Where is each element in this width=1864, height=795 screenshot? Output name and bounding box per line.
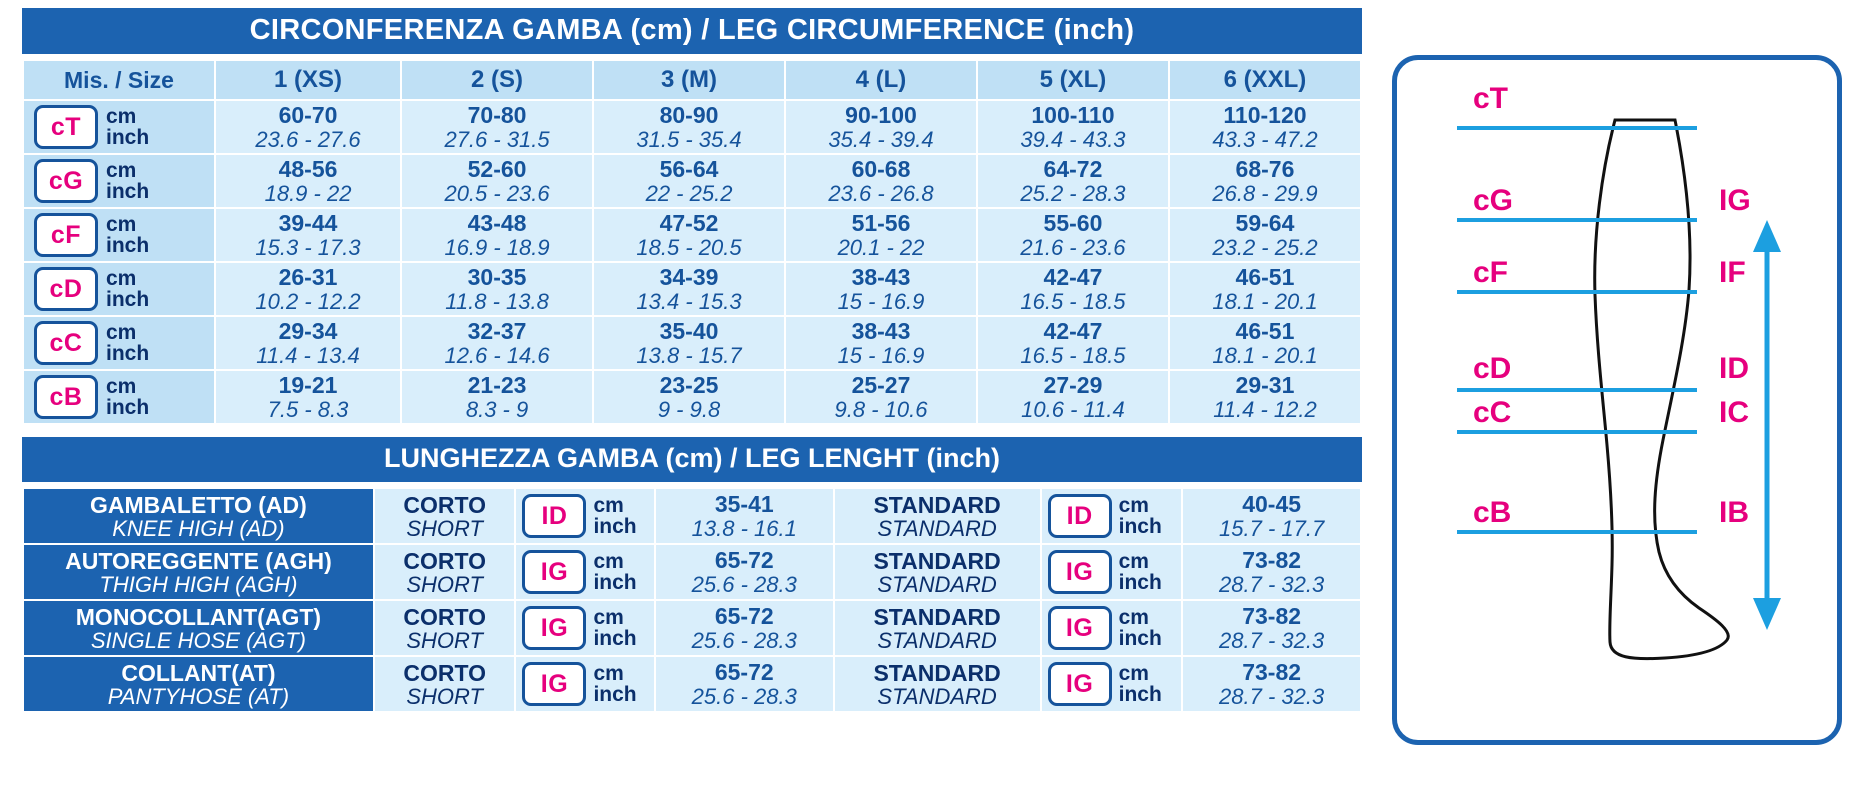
value-inch: 25.2 - 28.3 <box>1020 180 1126 206</box>
value-inch: 16.5 - 18.5 <box>1020 288 1126 314</box>
short-values-ad <box>655 488 834 544</box>
value-inch: 15 - 16.9 <box>837 342 925 368</box>
value-inch: 26.8 - 29.9 <box>1212 180 1318 206</box>
product-name-at <box>23 656 374 712</box>
standard-it: STANDARD <box>873 547 1001 574</box>
unit-cm: cm <box>593 494 624 518</box>
cell-cb-xl <box>977 370 1169 424</box>
table-row <box>23 488 1361 544</box>
code-badge-cb: cB <box>34 375 98 419</box>
diagram-label-cb: cB <box>1473 496 1512 529</box>
value-cm: 73-82 <box>1242 603 1302 630</box>
value-inch: 9.8 - 10.6 <box>834 396 928 422</box>
value-inch: 11.4 - 13.4 <box>256 342 360 368</box>
units-label <box>1119 551 1162 593</box>
unit-cm: cm <box>593 550 624 574</box>
value-inch: 13.8 - 16.1 <box>691 515 797 541</box>
circumference-banner-en: LEG CIRCUMFERENCE (inch) <box>717 14 1135 46</box>
value-cm: 56-64 <box>659 156 719 183</box>
units-label <box>593 551 636 593</box>
short-label-agh <box>374 544 516 600</box>
value-inch: 8.3 - 9 <box>465 396 529 422</box>
value-inch: 28.7 - 32.3 <box>1219 571 1325 597</box>
unit-cm: cm <box>106 105 137 129</box>
arrow-head-down-icon <box>1753 598 1781 630</box>
cell-ct-xxl <box>1169 100 1361 154</box>
product-name-ad <box>23 488 374 544</box>
product-name-en: THIGH HIGH (AGH) <box>99 571 298 597</box>
length-banner-en: LEG LENGHT (inch) <box>745 443 1000 474</box>
product-name-it: GAMBALETTO (AD) <box>90 491 307 518</box>
standard-values-ad <box>1182 488 1361 544</box>
value-cm: 51-56 <box>851 210 911 237</box>
code-badge-ig: IG <box>522 606 586 650</box>
table-row <box>23 100 1361 154</box>
code-badge-ig: IG <box>1048 606 1112 650</box>
product-name-agh <box>23 544 374 600</box>
value-cm: 35-41 <box>714 491 774 518</box>
unit-cm: cm <box>106 159 137 183</box>
units-label <box>106 106 149 148</box>
column-header-s: 2 (S) <box>401 60 593 100</box>
diagram-label-if: IF <box>1719 256 1746 289</box>
value-inch: 31.5 - 35.4 <box>636 126 742 152</box>
standard-label-agh <box>834 544 1041 600</box>
units-label <box>1119 495 1162 537</box>
value-inch: 11.4 - 12.2 <box>1213 396 1317 422</box>
cell-cf-m <box>593 208 785 262</box>
diagram-label-ic: IC <box>1719 396 1749 429</box>
units-label <box>106 160 149 202</box>
cell-cd-xl <box>977 262 1169 316</box>
value-cm: 46-51 <box>1235 264 1295 291</box>
column-header-xs: 1 (XS) <box>215 60 401 100</box>
standard-code-agt <box>1041 600 1183 656</box>
product-name-it: COLLANT(AT) <box>121 659 276 686</box>
value-inch: 15 - 16.9 <box>837 288 925 314</box>
value-inch: 11.8 - 13.8 <box>445 288 549 314</box>
value-inch: 25.6 - 28.3 <box>691 571 797 597</box>
table-row <box>23 370 1361 424</box>
cell-cf-xl <box>977 208 1169 262</box>
circumference-banner <box>22 8 1362 54</box>
value-cm: 42-47 <box>1043 264 1103 291</box>
short-label-ad <box>374 488 516 544</box>
unit-inch: inch <box>106 288 150 312</box>
table-row <box>23 208 1361 262</box>
product-name-en: SINGLE HOSE (AGT) <box>90 627 306 653</box>
row-label-cf <box>23 208 215 262</box>
value-cm: 60-68 <box>851 156 911 183</box>
value-inch: 23.6 - 27.6 <box>255 126 361 152</box>
cell-cc-s <box>401 316 593 370</box>
units-label <box>593 663 636 705</box>
unit-cm: cm <box>106 213 137 237</box>
cell-cc-l <box>785 316 977 370</box>
code-badge-ig: IG <box>1048 550 1112 594</box>
value-cm: 55-60 <box>1043 210 1103 237</box>
cell-cf-xxl <box>1169 208 1361 262</box>
value-cm: 26-31 <box>278 264 338 291</box>
cell-cg-m <box>593 154 785 208</box>
circumference-banner-sep: / <box>692 14 718 46</box>
code-badge-cd: cD <box>34 267 98 311</box>
units-label <box>593 607 636 649</box>
value-cm: 65-72 <box>714 603 774 630</box>
standard-en: STANDARD <box>877 627 997 653</box>
cell-cc-xl <box>977 316 1169 370</box>
row-label-cc <box>23 316 215 370</box>
short-code-agt <box>515 600 654 656</box>
short-it: CORTO <box>403 659 486 686</box>
cell-cc-m <box>593 316 785 370</box>
unit-inch: inch <box>593 571 637 595</box>
circumference-table <box>22 59 1362 425</box>
table-row <box>23 316 1361 370</box>
value-cm: 65-72 <box>714 659 774 686</box>
cell-cd-m <box>593 262 785 316</box>
short-values-at <box>655 656 834 712</box>
value-cm: 59-64 <box>1235 210 1295 237</box>
value-inch: 20.5 - 23.6 <box>444 180 550 206</box>
value-inch: 9 - 9.8 <box>657 396 721 422</box>
value-inch: 35.4 - 39.4 <box>828 126 934 152</box>
value-cm: 43-48 <box>467 210 527 237</box>
units-label <box>1119 663 1162 705</box>
unit-inch: inch <box>106 342 150 366</box>
diagram-label-id: ID <box>1719 352 1749 385</box>
cell-cd-xs <box>215 262 401 316</box>
leg-diagram-panel <box>1392 55 1842 745</box>
length-banner-it: LUNGHEZZA GAMBA (cm) <box>384 443 723 474</box>
unit-cm: cm <box>106 375 137 399</box>
standard-label-ad <box>834 488 1041 544</box>
value-inch: 18.1 - 20.1 <box>1212 342 1318 368</box>
value-inch: 25.6 - 28.3 <box>691 627 797 653</box>
cell-cf-s <box>401 208 593 262</box>
row-label-ct <box>23 100 215 154</box>
value-inch: 18.9 - 22 <box>264 180 352 206</box>
standard-label-at <box>834 656 1041 712</box>
value-inch: 13.4 - 15.3 <box>636 288 742 314</box>
unit-inch: inch <box>106 126 150 150</box>
unit-inch: inch <box>106 180 150 204</box>
value-cm: 48-56 <box>278 156 338 183</box>
tables-column <box>22 8 1362 713</box>
table-header-row <box>23 60 1361 100</box>
product-name-agt <box>23 600 374 656</box>
code-badge-cc: cC <box>34 321 98 365</box>
cell-cc-xxl <box>1169 316 1361 370</box>
code-badge-cf: cF <box>34 213 98 257</box>
code-badge-id: ID <box>522 494 586 538</box>
code-badge-ig: IG <box>1048 662 1112 706</box>
units-label <box>106 268 149 310</box>
value-inch: 13.8 - 15.7 <box>636 342 742 368</box>
unit-inch: inch <box>593 683 637 707</box>
cell-cg-l <box>785 154 977 208</box>
short-it: CORTO <box>403 547 486 574</box>
product-name-en: KNEE HIGH (AD) <box>112 515 285 541</box>
cell-ct-m <box>593 100 785 154</box>
table-row <box>23 262 1361 316</box>
cell-cb-s <box>401 370 593 424</box>
cell-ct-l <box>785 100 977 154</box>
unit-inch: inch <box>106 234 150 258</box>
short-en: SHORT <box>406 627 483 653</box>
value-cm: 39-44 <box>278 210 338 237</box>
value-inch: 12.6 - 14.6 <box>444 342 550 368</box>
table-row <box>23 154 1361 208</box>
standard-code-agh <box>1041 544 1183 600</box>
units-label <box>1119 607 1162 649</box>
short-values-agh <box>655 544 834 600</box>
cell-cd-xxl <box>1169 262 1361 316</box>
value-inch: 25.6 - 28.3 <box>691 683 797 709</box>
arrow-head-up-icon <box>1753 220 1781 252</box>
product-name-it: MONOCOLLANT(AGT) <box>75 603 322 630</box>
standard-values-agh <box>1182 544 1361 600</box>
row-label-cb <box>23 370 215 424</box>
unit-inch: inch <box>1118 515 1162 539</box>
code-badge-ig: IG <box>522 550 586 594</box>
cell-cg-xs <box>215 154 401 208</box>
length-banner <box>22 437 1362 482</box>
product-name-it: AUTOREGGENTE (AGH) <box>65 547 332 574</box>
value-inch: 18.1 - 20.1 <box>1212 288 1318 314</box>
unit-inch: inch <box>1118 627 1162 651</box>
value-cm: 38-43 <box>851 264 911 291</box>
standard-it: STANDARD <box>873 491 1001 518</box>
short-label-agt <box>374 600 516 656</box>
column-header-l: 4 (L) <box>785 60 977 100</box>
value-cm: 46-51 <box>1235 318 1295 345</box>
unit-cm: cm <box>1118 606 1149 630</box>
unit-inch: inch <box>593 627 637 651</box>
standard-values-at <box>1182 656 1361 712</box>
short-en: SHORT <box>406 515 483 541</box>
cell-cb-xs <box>215 370 401 424</box>
cell-cd-l <box>785 262 977 316</box>
value-inch: 23.2 - 25.2 <box>1212 234 1318 260</box>
length-banner-sep: / <box>722 443 745 474</box>
value-inch: 21.6 - 23.6 <box>1020 234 1126 260</box>
diagram-label-cf: cF <box>1473 256 1509 289</box>
standard-it: STANDARD <box>873 603 1001 630</box>
cell-cb-l <box>785 370 977 424</box>
value-inch: 16.5 - 18.5 <box>1020 342 1126 368</box>
value-cm: 70-80 <box>467 102 527 129</box>
code-badge-ct: cT <box>34 105 98 149</box>
table-row <box>23 544 1361 600</box>
short-it: CORTO <box>403 491 486 518</box>
short-it: CORTO <box>403 603 486 630</box>
value-cm: 42-47 <box>1043 318 1103 345</box>
value-cm: 30-35 <box>467 264 527 291</box>
length-table <box>22 487 1362 713</box>
value-inch: 15.7 - 17.7 <box>1219 515 1325 541</box>
product-name-en: PANTYHOSE (AT) <box>107 683 290 709</box>
short-label-at <box>374 656 516 712</box>
units-label <box>106 322 149 364</box>
value-cm: 27-29 <box>1043 372 1103 399</box>
standard-code-ad <box>1041 488 1183 544</box>
short-code-at <box>515 656 654 712</box>
standard-values-agt <box>1182 600 1361 656</box>
cell-ct-s <box>401 100 593 154</box>
unit-cm: cm <box>1118 550 1149 574</box>
short-en: SHORT <box>406 571 483 597</box>
standard-en: STANDARD <box>877 515 997 541</box>
code-badge-id: ID <box>1048 494 1112 538</box>
cell-cf-xs <box>215 208 401 262</box>
diagram-label-ig: IG <box>1719 184 1751 217</box>
unit-cm: cm <box>106 267 137 291</box>
value-cm: 29-34 <box>278 318 338 345</box>
standard-code-at <box>1041 656 1183 712</box>
value-inch: 28.7 - 32.3 <box>1219 683 1325 709</box>
diagram-label-cg: cG <box>1473 184 1514 217</box>
code-badge-ig: IG <box>522 662 586 706</box>
value-inch: 20.1 - 22 <box>837 234 925 260</box>
cell-cb-xxl <box>1169 370 1361 424</box>
value-cm: 34-39 <box>659 264 719 291</box>
value-cm: 110-120 <box>1223 102 1307 129</box>
code-badge-cg: cG <box>34 159 98 203</box>
unit-cm: cm <box>106 321 137 345</box>
cell-cg-xxl <box>1169 154 1361 208</box>
value-cm: 29-31 <box>1235 372 1295 399</box>
value-cm: 47-52 <box>659 210 719 237</box>
value-inch: 7.5 - 8.3 <box>267 396 349 422</box>
value-cm: 100-110 <box>1031 102 1115 129</box>
standard-en: STANDARD <box>877 683 997 709</box>
value-cm: 52-60 <box>467 156 527 183</box>
value-cm: 80-90 <box>659 102 719 129</box>
diagram-label-ib: IB <box>1719 496 1749 529</box>
unit-inch: inch <box>106 396 150 420</box>
cell-cf-l <box>785 208 977 262</box>
unit-inch: inch <box>1118 683 1162 707</box>
value-cm: 90-100 <box>845 102 917 129</box>
value-cm: 38-43 <box>851 318 911 345</box>
value-inch: 43.3 - 47.2 <box>1212 126 1318 152</box>
table-row <box>23 600 1361 656</box>
short-en: SHORT <box>406 683 483 709</box>
leg-diagram <box>1397 60 1837 740</box>
standard-label-agt <box>834 600 1041 656</box>
value-cm: 64-72 <box>1043 156 1103 183</box>
units-label <box>106 376 149 418</box>
units-label <box>593 495 636 537</box>
value-cm: 73-82 <box>1242 547 1302 574</box>
value-cm: 35-40 <box>659 318 719 345</box>
unit-cm: cm <box>593 606 624 630</box>
row-label-cd <box>23 262 215 316</box>
cell-cd-s <box>401 262 593 316</box>
column-header-xl: 5 (XL) <box>977 60 1169 100</box>
units-label <box>106 214 149 256</box>
cell-cc-xs <box>215 316 401 370</box>
short-values-agt <box>655 600 834 656</box>
value-inch: 28.7 - 32.3 <box>1219 627 1325 653</box>
value-cm: 60-70 <box>278 102 338 129</box>
value-inch: 22 - 25.2 <box>645 180 733 206</box>
value-cm: 25-27 <box>851 372 911 399</box>
standard-en: STANDARD <box>877 571 997 597</box>
value-cm: 19-21 <box>278 372 338 399</box>
cell-cg-xl <box>977 154 1169 208</box>
value-cm: 32-37 <box>467 318 527 345</box>
unit-inch: inch <box>1118 571 1162 595</box>
value-cm: 21-23 <box>467 372 527 399</box>
value-inch: 23.6 - 26.8 <box>828 180 934 206</box>
value-cm: 40-45 <box>1242 491 1302 518</box>
value-inch: 15.3 - 17.3 <box>255 234 361 260</box>
unit-cm: cm <box>1118 494 1149 518</box>
value-cm: 65-72 <box>714 547 774 574</box>
unit-inch: inch <box>593 515 637 539</box>
standard-it: STANDARD <box>873 659 1001 686</box>
cell-ct-xs <box>215 100 401 154</box>
column-header-m: 3 (M) <box>593 60 785 100</box>
row-label-cg <box>23 154 215 208</box>
short-code-ad <box>515 488 654 544</box>
column-header-size: Mis. / Size <box>23 60 215 100</box>
cell-cb-m <box>593 370 785 424</box>
value-inch: 27.6 - 31.5 <box>444 126 550 152</box>
value-cm: 73-82 <box>1242 659 1302 686</box>
diagram-label-cc: cC <box>1473 396 1512 429</box>
value-cm: 68-76 <box>1235 156 1295 183</box>
short-code-agh <box>515 544 654 600</box>
cell-ct-xl <box>977 100 1169 154</box>
unit-cm: cm <box>1118 662 1149 686</box>
cell-cg-s <box>401 154 593 208</box>
value-inch: 18.5 - 20.5 <box>636 234 742 260</box>
value-cm: 23-25 <box>659 372 719 399</box>
value-inch: 39.4 - 43.3 <box>1020 126 1126 152</box>
diagram-label-cd: cD <box>1473 352 1512 385</box>
value-inch: 10.6 - 11.4 <box>1021 396 1125 422</box>
column-header-xxl: 6 (XXL) <box>1169 60 1361 100</box>
diagram-label-ct: cT <box>1473 82 1509 115</box>
circumference-banner-it: CIRCONFERENZA GAMBA (cm) <box>249 14 693 46</box>
value-inch: 10.2 - 12.2 <box>255 288 361 314</box>
value-inch: 16.9 - 18.9 <box>444 234 550 260</box>
table-row <box>23 656 1361 712</box>
unit-cm: cm <box>593 662 624 686</box>
